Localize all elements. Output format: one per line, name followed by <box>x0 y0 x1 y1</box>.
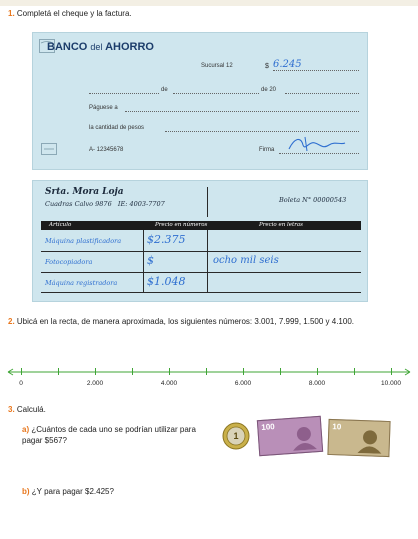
month-line[interactable] <box>173 93 259 94</box>
row-3-price-num[interactable]: $1.048 <box>147 275 186 288</box>
number-line-tick <box>21 368 22 375</box>
col-divider-1 <box>143 230 144 292</box>
tick-label-4000: 4.000 <box>160 380 178 387</box>
col-divider-2 <box>207 230 208 292</box>
row-2-price-words[interactable]: ocho mil seis <box>213 255 279 266</box>
boleta-number: Boleta N° 00000543 <box>279 196 347 204</box>
exercise-2-text: Ubicá en la recta, de manera aproximada, los siguientes números: 3.001, 7.999, 1.500 y 4.100. <box>16 317 354 326</box>
bank-name-word: AHORRO <box>105 41 154 53</box>
firma-label: Firma <box>259 147 275 153</box>
row-divider-1 <box>41 251 361 252</box>
banknote-100-value: 100 <box>261 422 275 432</box>
de-label: de <box>161 87 168 93</box>
exercise-3a <box>22 424 218 446</box>
amount-words-line[interactable] <box>165 131 359 132</box>
exercise-3-text: Calculá. <box>16 405 46 414</box>
amount-line <box>273 70 359 71</box>
header-price-words: Precio en letras <box>259 222 303 228</box>
tick-label-0: 0 <box>19 380 23 387</box>
customer-address <box>45 200 165 208</box>
number-line-tick <box>391 368 392 375</box>
top-bar <box>0 0 418 6</box>
amount-value[interactable]: 6.245 <box>273 59 302 70</box>
cheque-stamp-icon <box>41 143 57 155</box>
number-line-tick <box>132 368 133 375</box>
row-2-article: Fotocopiadora <box>45 258 93 266</box>
number-line-tick <box>243 368 244 375</box>
number-line-tick <box>354 368 355 375</box>
exercise-3b-text: ¿Y para pagar $2.425? <box>31 487 114 496</box>
exercise-1-text: Completá el cheque y la factura. <box>16 9 132 18</box>
number-line-tick <box>317 368 318 375</box>
portrait-icon <box>288 423 320 451</box>
exercise-2-statement <box>8 316 388 327</box>
place-line[interactable] <box>89 93 159 94</box>
exercise-3-number: 3. <box>8 405 15 414</box>
row-divider-3 <box>41 292 361 293</box>
exercise-1-number: 1. <box>8 9 15 18</box>
banknote-10-value: 10 <box>332 422 342 432</box>
portrait-icon <box>354 427 385 454</box>
tick-label-6000: 6.000 <box>234 380 252 387</box>
coin-value: 1 <box>233 431 239 441</box>
exercise-3a-letter: a) <box>22 425 30 434</box>
tick-label-10000: 10.000 <box>381 380 401 387</box>
banknote-100 <box>257 416 323 456</box>
row-1-price-num[interactable]: $2.375 <box>147 233 186 246</box>
cantidad-label: la cantidad de pesos <box>89 125 145 131</box>
exercise-1-statement <box>8 8 132 19</box>
bill <box>32 180 368 302</box>
exercise-3b <box>22 486 114 497</box>
number-line-tick <box>95 368 96 375</box>
exercise-3b-letter: b) <box>22 487 30 496</box>
row-1-article: Máquina plastificadora <box>45 237 122 245</box>
table-header <box>41 221 361 230</box>
year-line[interactable] <box>285 93 359 94</box>
header-divider <box>207 187 208 217</box>
signature-icon <box>285 133 349 155</box>
header-price-num: Precio en números <box>155 222 208 228</box>
amount-symbol: $ <box>265 63 269 70</box>
tick-label-2000: 2.000 <box>86 380 104 387</box>
exercise-2-number: 2. <box>8 317 15 326</box>
payee-line[interactable] <box>125 111 359 112</box>
exercise-3a-text: ¿Cuántos de cada uno se podrían utilizar para pagar $567? <box>22 425 196 445</box>
number-line-tick <box>280 368 281 375</box>
number-line-tick <box>169 368 170 375</box>
number-line-tick <box>58 368 59 375</box>
tick-label-8000: 8.000 <box>308 380 326 387</box>
row-3-article: Máquina registradora <box>45 279 118 287</box>
number-line <box>4 366 414 378</box>
bank-name <box>47 41 154 53</box>
bank-word: BANCO <box>47 41 88 53</box>
customer-name: Srta. Mora Loja <box>45 187 124 197</box>
cheque <box>32 32 368 170</box>
bank-del: del <box>90 42 103 52</box>
de20-label: de 20 <box>261 87 277 93</box>
banknote-10 <box>327 419 390 457</box>
header-article: Artículo <box>49 222 72 228</box>
branch-label: Sucursal 12 <box>201 63 233 69</box>
iva-text: IE: 4003-7707 <box>117 200 165 208</box>
row-divider-2 <box>41 272 361 273</box>
account-number: A- 12345678 <box>89 147 124 153</box>
number-line-tick <box>206 368 207 375</box>
exercise-3-statement <box>8 404 46 415</box>
paguese-label: Páguese a <box>89 105 118 111</box>
address-text: Cuadras Calvo 9876 <box>45 200 112 208</box>
row-2-price-num[interactable]: $ <box>147 254 154 267</box>
